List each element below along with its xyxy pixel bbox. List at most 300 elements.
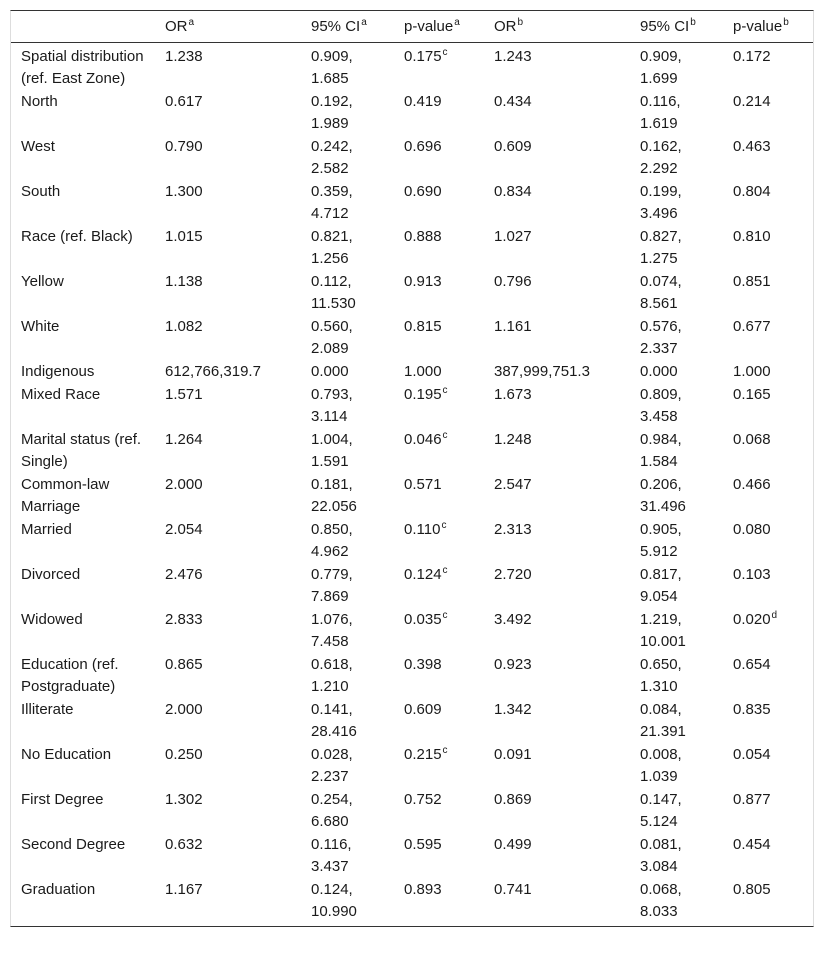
- header-row: [11, 11, 813, 43]
- cell-value: 0.617: [165, 93, 203, 110]
- cell-pvalue-b: [723, 608, 813, 653]
- cell-value: 2.547: [494, 476, 532, 493]
- cell-pvalue-b: [723, 135, 813, 180]
- cell-or-b: [484, 698, 630, 743]
- cell-value: 0.632: [165, 836, 203, 853]
- cell-value: 0.827, 1.275: [640, 228, 682, 267]
- cell-value: 0.074, 8.561: [640, 273, 682, 312]
- cell-pvalue-b: [723, 43, 813, 91]
- cell-value: 1.027: [494, 228, 532, 245]
- cell-value: 0.124: [404, 566, 442, 583]
- cell-pvalue-b: [723, 315, 813, 360]
- cell-or-b: [484, 90, 630, 135]
- cell-pvalue-b: [723, 473, 813, 518]
- cell-value: 0.779, 7.869: [311, 566, 353, 605]
- cell-ci-a: [301, 518, 394, 563]
- cell-value: White: [21, 318, 60, 335]
- cell-value: 1.015: [165, 228, 203, 245]
- cell-value: 0.609: [494, 138, 532, 155]
- cell-value: 1.673: [494, 386, 532, 403]
- row-variable: [11, 518, 155, 563]
- cell-value: 0.020: [733, 611, 771, 628]
- cell-or-a: [155, 473, 301, 518]
- cell-value: 1.571: [165, 386, 203, 403]
- cell-or-b: [484, 608, 630, 653]
- cell-value: 0.696: [404, 138, 442, 155]
- cell-value: 0.454: [733, 836, 771, 853]
- cell-value: 0.865: [165, 656, 203, 673]
- table-row: [11, 43, 813, 91]
- cell-ci-a: [301, 428, 394, 473]
- cell-pvalue-b: [723, 225, 813, 270]
- cell-or-a: [155, 743, 301, 788]
- cell-or-b: [484, 878, 630, 926]
- cell-or-a: [155, 180, 301, 225]
- cell-value: 0.068: [733, 431, 771, 448]
- cell-value: 0.913: [404, 273, 442, 290]
- table-row: [11, 315, 813, 360]
- header-variable: [11, 11, 155, 43]
- cell-pvalue-a: [394, 833, 484, 878]
- header-pvalue-b: [723, 11, 813, 43]
- cell-value: 0.609: [404, 701, 442, 718]
- cell-value: 612,766,319.7: [165, 363, 261, 380]
- cell-or-a: [155, 360, 301, 383]
- cell-pvalue-a: [394, 180, 484, 225]
- cell-value: 0.869: [494, 791, 532, 808]
- cell-value: 0.805: [733, 881, 771, 898]
- cell-value: 0.810: [733, 228, 771, 245]
- cell-ci-a: [301, 788, 394, 833]
- cell-pvalue-a: [394, 653, 484, 698]
- footnote-mark: c: [442, 610, 448, 621]
- cell-value: 2.313: [494, 521, 532, 538]
- cell-value: 0.793, 3.114: [311, 386, 353, 425]
- cell-or-a: [155, 878, 301, 926]
- cell-ci-b: [630, 743, 723, 788]
- cell-value: 2.000: [165, 476, 203, 493]
- table-row: [11, 653, 813, 698]
- cell-ci-a: [301, 473, 394, 518]
- row-variable: [11, 270, 155, 315]
- cell-ci-a: [301, 43, 394, 91]
- header-footnote-mark: a: [454, 17, 460, 28]
- cell-pvalue-a: [394, 788, 484, 833]
- cell-or-b: [484, 743, 630, 788]
- cell-or-b: [484, 833, 630, 878]
- cell-value: Yellow: [21, 273, 64, 290]
- cell-value: 0.359, 4.712: [311, 183, 353, 222]
- table-body: [11, 43, 813, 927]
- cell-pvalue-a: [394, 698, 484, 743]
- table-row: [11, 788, 813, 833]
- cell-pvalue-a: [394, 43, 484, 91]
- cell-value: 0.560, 2.089: [311, 318, 353, 357]
- cell-value: 0.909, 1.685: [311, 48, 353, 87]
- cell-value: 0.905, 5.912: [640, 521, 682, 560]
- cell-or-a: [155, 90, 301, 135]
- cell-or-a: [155, 653, 301, 698]
- footnote-mark: c: [442, 47, 448, 58]
- cell-value: 0.463: [733, 138, 771, 155]
- cell-value: 0.466: [733, 476, 771, 493]
- cell-value: 1.082: [165, 318, 203, 335]
- cell-pvalue-b: [723, 90, 813, 135]
- cell-pvalue-b: [723, 788, 813, 833]
- cell-value: 0.081, 3.084: [640, 836, 682, 875]
- cell-value: 0.116, 3.437: [311, 836, 352, 875]
- cell-value: 0.028, 2.237: [311, 746, 353, 785]
- cell-ci-a: [301, 135, 394, 180]
- cell-ci-b: [630, 135, 723, 180]
- cell-value: 0.804: [733, 183, 771, 200]
- cell-ci-a: [301, 608, 394, 653]
- header-label: p-value: [404, 18, 454, 35]
- footnote-mark: d: [771, 610, 778, 621]
- row-variable: [11, 135, 155, 180]
- cell-or-a: [155, 225, 301, 270]
- row-variable: [11, 878, 155, 926]
- cell-ci-a: [301, 225, 394, 270]
- cell-value: 0.835: [733, 701, 771, 718]
- table-row: [11, 563, 813, 608]
- cell-value: 0.195: [404, 386, 442, 403]
- cell-value: 1.264: [165, 431, 203, 448]
- row-variable: [11, 473, 155, 518]
- cell-or-a: [155, 518, 301, 563]
- cell-or-a: [155, 833, 301, 878]
- table-row: [11, 878, 813, 926]
- cell-value: 0.080: [733, 521, 771, 538]
- cell-value: Indigenous: [21, 363, 95, 380]
- cell-value: 0.124, 10.990: [311, 881, 357, 920]
- cell-value: 1.076, 7.458: [311, 611, 353, 650]
- cell-ci-a: [301, 743, 394, 788]
- cell-value: 1.248: [494, 431, 532, 448]
- table-row: [11, 270, 813, 315]
- cell-ci-a: [301, 563, 394, 608]
- table-row: [11, 90, 813, 135]
- cell-or-b: [484, 225, 630, 270]
- header-footnote-mark: b: [783, 17, 789, 28]
- cell-or-b: [484, 788, 630, 833]
- header-ci-a: [301, 11, 394, 43]
- cell-value: 0.175: [404, 48, 442, 65]
- cell-value: 1.342: [494, 701, 532, 718]
- cell-or-b: [484, 563, 630, 608]
- cell-value: 0.817, 9.054: [640, 566, 682, 605]
- cell-ci-a: [301, 315, 394, 360]
- cell-value: 387,999,751.3: [494, 363, 590, 380]
- cell-value: 0.618, 1.210: [311, 656, 353, 695]
- row-variable: [11, 608, 155, 653]
- header-or-b: [484, 11, 630, 43]
- cell-value: 0.654: [733, 656, 771, 673]
- cell-value: 0.254, 6.680: [311, 791, 353, 830]
- cell-value: 0.206, 31.496: [640, 476, 686, 515]
- cell-ci-a: [301, 180, 394, 225]
- header-or-a: [155, 11, 301, 43]
- cell-value: First Degree: [21, 791, 104, 808]
- cell-or-b: [484, 43, 630, 91]
- table-header: [11, 11, 813, 43]
- cell-pvalue-a: [394, 135, 484, 180]
- cell-or-b: [484, 270, 630, 315]
- cell-value: 0.821, 1.256: [311, 228, 353, 267]
- cell-pvalue-b: [723, 743, 813, 788]
- cell-or-a: [155, 563, 301, 608]
- cell-pvalue-a: [394, 563, 484, 608]
- cell-value: 0.214: [733, 93, 771, 110]
- cell-pvalue-b: [723, 878, 813, 926]
- cell-ci-a: [301, 360, 394, 383]
- cell-ci-b: [630, 225, 723, 270]
- cell-value: Divorced: [21, 566, 81, 583]
- row-variable: [11, 90, 155, 135]
- cell-ci-b: [630, 518, 723, 563]
- header-label: 95% CI: [311, 18, 361, 35]
- cell-ci-b: [630, 878, 723, 926]
- row-variable: [11, 833, 155, 878]
- odds-ratio-table: [11, 11, 813, 926]
- cell-value: 0.923: [494, 656, 532, 673]
- cell-value: 0.068, 8.033: [640, 881, 682, 920]
- header-label: OR: [165, 18, 188, 35]
- cell-value: 0.192, 1.989: [311, 93, 353, 132]
- cell-value: 0.650, 1.310: [640, 656, 682, 695]
- cell-value: 0.215: [404, 746, 442, 763]
- cell-value: 1.138: [165, 273, 203, 290]
- cell-or-b: [484, 473, 630, 518]
- header-footnote-mark: a: [188, 17, 195, 28]
- cell-value: 0.815: [404, 318, 442, 335]
- odds-ratio-table-frame: [10, 10, 814, 927]
- table-row: [11, 833, 813, 878]
- cell-value: 1.300: [165, 183, 203, 200]
- cell-value: Education (ref. Postgraduate): [21, 656, 119, 695]
- cell-value: 0.110: [404, 521, 441, 538]
- cell-value: 1.000: [404, 363, 442, 380]
- cell-ci-b: [630, 428, 723, 473]
- cell-value: 3.492: [494, 611, 532, 628]
- cell-pvalue-a: [394, 225, 484, 270]
- cell-or-a: [155, 315, 301, 360]
- cell-ci-a: [301, 270, 394, 315]
- cell-ci-a: [301, 90, 394, 135]
- table-row: [11, 225, 813, 270]
- row-variable: [11, 743, 155, 788]
- footnote-mark: c: [442, 430, 448, 441]
- cell-value: 0.046: [404, 431, 442, 448]
- cell-or-b: [484, 653, 630, 698]
- cell-ci-b: [630, 833, 723, 878]
- cell-value: North: [21, 93, 58, 110]
- header-label: 95% CI: [640, 18, 690, 35]
- cell-value: 0.690: [404, 183, 442, 200]
- cell-value: 0.595: [404, 836, 442, 853]
- cell-value: Spatial distribution (ref. East Zone): [21, 48, 144, 87]
- cell-pvalue-a: [394, 518, 484, 563]
- cell-pvalue-a: [394, 315, 484, 360]
- cell-ci-a: [301, 833, 394, 878]
- cell-value: Second Degree: [21, 836, 126, 853]
- cell-value: 1.167: [165, 881, 203, 898]
- cell-pvalue-b: [723, 270, 813, 315]
- cell-value: 1.238: [165, 48, 203, 65]
- cell-value: Graduation: [21, 881, 96, 898]
- cell-or-b: [484, 360, 630, 383]
- cell-ci-b: [630, 315, 723, 360]
- cell-value: 0.141, 28.416: [311, 701, 357, 740]
- cell-value: Married: [21, 521, 72, 538]
- cell-ci-b: [630, 698, 723, 743]
- cell-value: 0.112, 11.530: [311, 273, 356, 312]
- cell-value: 0.181, 22.056: [311, 476, 357, 515]
- cell-ci-b: [630, 608, 723, 653]
- row-variable: [11, 428, 155, 473]
- cell-value: 0.162, 2.292: [640, 138, 682, 177]
- row-variable: [11, 43, 155, 91]
- cell-or-a: [155, 135, 301, 180]
- cell-value: 0.851: [733, 273, 771, 290]
- cell-pvalue-b: [723, 518, 813, 563]
- cell-or-b: [484, 383, 630, 428]
- cell-value: 0.893: [404, 881, 442, 898]
- table-row: [11, 135, 813, 180]
- cell-value: 0.000: [311, 363, 349, 380]
- header-label: OR: [494, 18, 517, 35]
- cell-value: Widowed: [21, 611, 83, 628]
- cell-ci-b: [630, 653, 723, 698]
- row-variable: [11, 698, 155, 743]
- cell-or-b: [484, 315, 630, 360]
- cell-value: 0.790: [165, 138, 203, 155]
- cell-or-a: [155, 43, 301, 91]
- cell-value: 0.147, 5.124: [640, 791, 682, 830]
- cell-ci-b: [630, 788, 723, 833]
- cell-pvalue-b: [723, 180, 813, 225]
- cell-value: 2.000: [165, 701, 203, 718]
- cell-pvalue-b: [723, 698, 813, 743]
- cell-value: 0.250: [165, 746, 203, 763]
- cell-pvalue-a: [394, 428, 484, 473]
- cell-value: 0.199, 3.496: [640, 183, 682, 222]
- table-row: [11, 473, 813, 518]
- cell-ci-b: [630, 473, 723, 518]
- table-row: [11, 383, 813, 428]
- cell-or-a: [155, 698, 301, 743]
- cell-value: 0.741: [494, 881, 532, 898]
- row-variable: [11, 383, 155, 428]
- cell-value: West: [21, 138, 55, 155]
- cell-pvalue-a: [394, 878, 484, 926]
- cell-value: 0.576, 2.337: [640, 318, 682, 357]
- cell-value: 0.571: [404, 476, 442, 493]
- cell-value: 0.434: [494, 93, 532, 110]
- table-row: [11, 518, 813, 563]
- cell-pvalue-b: [723, 428, 813, 473]
- cell-value: 0.091: [494, 746, 532, 763]
- footnote-mark: c: [441, 520, 447, 531]
- table-row: [11, 608, 813, 653]
- cell-value: Common-law Marriage: [21, 476, 110, 515]
- cell-pvalue-b: [723, 360, 813, 383]
- cell-ci-b: [630, 90, 723, 135]
- cell-value: 0.499: [494, 836, 532, 853]
- cell-value: 0.834: [494, 183, 532, 200]
- cell-value: 2.833: [165, 611, 203, 628]
- header-label: p-value: [733, 18, 783, 35]
- table-row: [11, 698, 813, 743]
- cell-value: 0.909, 1.699: [640, 48, 682, 87]
- cell-ci-b: [630, 360, 723, 383]
- cell-value: 0.084, 21.391: [640, 701, 686, 740]
- cell-value: 0.752: [404, 791, 442, 808]
- cell-value: No Education: [21, 746, 112, 763]
- cell-value: 1.243: [494, 48, 532, 65]
- cell-ci-b: [630, 270, 723, 315]
- cell-or-a: [155, 428, 301, 473]
- cell-value: 0.877: [733, 791, 771, 808]
- cell-value: 0.165: [733, 386, 771, 403]
- cell-pvalue-a: [394, 90, 484, 135]
- cell-value: 0.000: [640, 363, 678, 380]
- cell-or-a: [155, 383, 301, 428]
- header-footnote-mark: b: [690, 17, 696, 28]
- cell-ci-b: [630, 43, 723, 91]
- cell-or-a: [155, 608, 301, 653]
- table-row: [11, 360, 813, 383]
- row-variable: [11, 180, 155, 225]
- footnote-mark: c: [442, 745, 448, 756]
- cell-value: 0.008, 1.039: [640, 746, 682, 785]
- cell-or-b: [484, 428, 630, 473]
- cell-value: 1.161: [494, 318, 532, 335]
- cell-ci-a: [301, 698, 394, 743]
- cell-value: 0.850, 4.962: [311, 521, 353, 560]
- cell-or-a: [155, 270, 301, 315]
- header-footnote-mark: a: [361, 17, 367, 28]
- cell-pvalue-a: [394, 383, 484, 428]
- cell-ci-b: [630, 180, 723, 225]
- cell-pvalue-a: [394, 473, 484, 518]
- cell-or-a: [155, 788, 301, 833]
- table-row: [11, 428, 813, 473]
- cell-or-b: [484, 135, 630, 180]
- cell-value: 0.984, 1.584: [640, 431, 682, 470]
- cell-value: 2.720: [494, 566, 532, 583]
- cell-pvalue-a: [394, 360, 484, 383]
- row-variable: [11, 360, 155, 383]
- cell-value: 0.116, 1.619: [640, 93, 681, 132]
- cell-ci-b: [630, 383, 723, 428]
- cell-value: 2.054: [165, 521, 203, 538]
- cell-pvalue-b: [723, 563, 813, 608]
- row-variable: [11, 563, 155, 608]
- cell-pvalue-b: [723, 833, 813, 878]
- header-footnote-mark: b: [517, 17, 524, 28]
- cell-pvalue-a: [394, 270, 484, 315]
- cell-value: 1.004, 1.591: [311, 431, 353, 470]
- cell-value: 2.476: [165, 566, 203, 583]
- cell-value: 0.398: [404, 656, 442, 673]
- cell-value: 0.054: [733, 746, 771, 763]
- cell-value: 0.677: [733, 318, 771, 335]
- cell-value: 0.809, 3.458: [640, 386, 682, 425]
- cell-or-b: [484, 180, 630, 225]
- cell-value: 1.219, 10.001: [640, 611, 686, 650]
- cell-value: 1.302: [165, 791, 203, 808]
